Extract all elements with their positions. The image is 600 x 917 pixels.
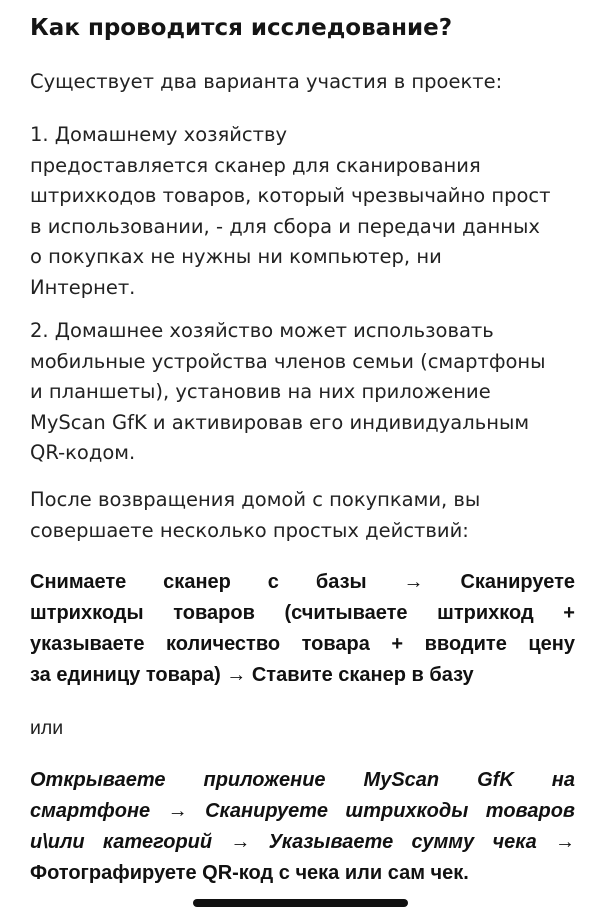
- option-2-line: 2. Домашнее хозяйство может использовать: [30, 319, 494, 342]
- option-2-line: и планшеты), установив на них приложение: [30, 380, 491, 403]
- app-steps-line: и\или категорий → Указываете сумму чека →: [30, 831, 575, 853]
- scanner-steps-line: штрихкоды товаров (считываете штрихкод +: [30, 602, 575, 624]
- after-shopping-paragraph: [30, 485, 575, 546]
- scanner-steps-paragraph: [30, 567, 575, 691]
- intro-paragraph: Существует два варианта участия в проекте:: [30, 70, 503, 93]
- option-1-paragraph: [30, 120, 575, 303]
- app-steps-paragraph: [30, 765, 575, 889]
- option-1-line: 1. Домашнему хозяйству: [30, 123, 288, 146]
- scanner-steps-line: за единицу товара) → Ставите сканер в базу: [30, 664, 474, 686]
- option-1-line: в использовании, - для сбора и передачи данных: [30, 214, 540, 238]
- after-shopping-line: совершаете несколько простых действий:: [30, 518, 469, 542]
- or-label: или: [30, 717, 64, 739]
- option-1-line: штрихкодов товаров, который чрезвычайно прост: [30, 184, 551, 207]
- option-2-line: QR-кодом.: [30, 441, 136, 464]
- app-steps-line: Фотографируете QR-код с чека или сам чек.: [30, 862, 469, 884]
- option-1-line: предоставляется сканер для сканирования: [30, 153, 481, 177]
- scanner-steps-line: Снимаете сканер с базы → Сканируете: [30, 571, 575, 593]
- app-steps-line: Открываете приложение MyScan GfK на: [30, 769, 575, 791]
- option-1-line: Интернет.: [30, 275, 136, 299]
- app-steps-line: смартфоне → Сканируете штрихкоды товаров: [30, 800, 575, 822]
- option-1-line: о покупках не нужны ни компьютер, ни: [30, 245, 442, 268]
- page-title: Как проводится исследование?: [30, 15, 453, 41]
- home-indicator[interactable]: [193, 899, 408, 907]
- option-2-line: мобильные устройства членов семьи (смартфоны: [30, 349, 546, 373]
- option-2-paragraph: [30, 316, 575, 469]
- scanner-steps-line: указываете количество товара + вводите цену: [30, 633, 575, 655]
- option-2-line: MyScan GfK и активировав его индивидуальным: [30, 410, 530, 434]
- after-shopping-line: После возвращения домой с покупками, вы: [30, 488, 481, 511]
